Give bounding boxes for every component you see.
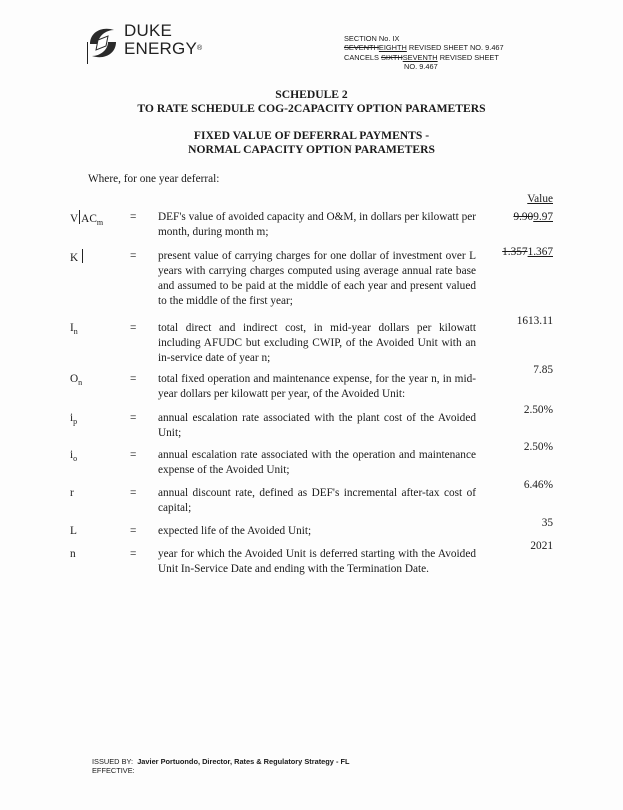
- param-description: DEF's value of avoided capacity and O&M, in dollars per kilowatt per month, during month m;: [158, 211, 476, 238]
- param-description: total direct and indirect cost, in mid-year dollars per kilowatt including AFUDC but excluding CWIP, of the Avoided Unit with an in-service date of year n;: [158, 322, 476, 364]
- intro-text: Where, for one year deferral:: [88, 173, 220, 185]
- param-symbol: $i_p$: [70, 412, 78, 426]
- param-value: 7.85: [533, 364, 553, 376]
- param-value: 1613.11: [516, 315, 553, 327]
- param-value: 9.909.97: [513, 211, 553, 223]
- equals-sign: =: [130, 548, 137, 560]
- equals-sign: =: [130, 487, 137, 499]
- param-description: present value of carrying charges for one dollar of investment over L years with carrying charges computed using average annual rate base and assumed to be paid at the middle of each year and present valued to the middle of the first year;: [158, 250, 476, 307]
- param-description: total fixed operation and maintenance expense, for the year n, in mid-year dollars per kilowatt per year, of the Avoided Unit:: [158, 373, 476, 400]
- equals-sign: =: [130, 322, 137, 334]
- param-description: expected life of the Avoided Unit;: [158, 525, 312, 537]
- param-symbol: K: [70, 249, 84, 266]
- section-heading-1: FIXED VALUE OF DEFERRAL PAYMENTS -: [193, 129, 430, 142]
- param-symbol: n: [70, 548, 76, 560]
- schedule-title: SCHEDULE 2: [275, 88, 348, 101]
- param-description: year for which the Avoided Unit is deferred starting with the Avoided Unit In-Service Date and ending with the Termination Date.: [158, 548, 476, 575]
- param-value: 2021: [530, 540, 553, 552]
- sheet-header: [344, 34, 504, 72]
- section-number: SECTION No. IX: [344, 34, 400, 43]
- param-description: annual escalation rate associated with the operation and maintenance expense of the Avoided Unit;: [158, 449, 476, 476]
- equals-sign: =: [130, 211, 137, 223]
- param-symbol: $I_n$: [70, 322, 78, 336]
- equals-sign: =: [130, 525, 137, 537]
- param-value: 1.3571.367: [502, 246, 553, 258]
- param-description: annual escalation rate associated with the plant cost of the Avoided Unit;: [158, 412, 476, 439]
- param-value: 2.50%: [523, 441, 553, 453]
- value-column-header: Value: [527, 193, 553, 205]
- param-value: 6.46%: [523, 479, 553, 491]
- issued-by-line: ISSUED BY: Javier Portuondo, Director, Rates & Regulatory Strategy - FL: [92, 757, 350, 766]
- param-symbol: V $AC_m$: [70, 210, 103, 230]
- duke-energy-logo: [80, 20, 203, 70]
- section-heading-2: NORMAL CAPACITY OPTION PARAMETERS: [188, 143, 435, 156]
- param-description: annual discount rate, defined as DEF's incremental after-tax cost of capital;: [158, 487, 476, 514]
- sheet-footer: [92, 757, 350, 776]
- cancels-line: CANCELS SIXTHSEVENTH REVISED SHEET: [344, 52, 499, 62]
- logo-wordmark: DUKE ENERGY®: [124, 21, 203, 58]
- param-symbol: $i_o$: [70, 449, 78, 463]
- param-value: 35: [541, 517, 553, 529]
- param-symbol: $O_n$: [70, 373, 83, 387]
- equals-sign: =: [130, 412, 137, 424]
- param-symbol: r: [70, 487, 74, 499]
- equals-sign: =: [130, 250, 137, 262]
- equals-sign: =: [130, 373, 137, 385]
- param-value: 2.50%: [523, 404, 553, 416]
- cancels-sheet-number: NO. 9.467: [404, 62, 438, 72]
- effective-line: EFFECTIVE:: [92, 766, 135, 776]
- equals-sign: =: [130, 449, 137, 461]
- schedule-subtitle: TO RATE SCHEDULE COG-2CAPACITY OPTION PARAMETERS: [137, 102, 486, 115]
- logo-divider: [87, 42, 88, 64]
- revised-sheet-line: SEVENTHEIGHTH REVISED SHEET NO. 9.467: [344, 43, 504, 53]
- param-symbol: L: [70, 525, 77, 537]
